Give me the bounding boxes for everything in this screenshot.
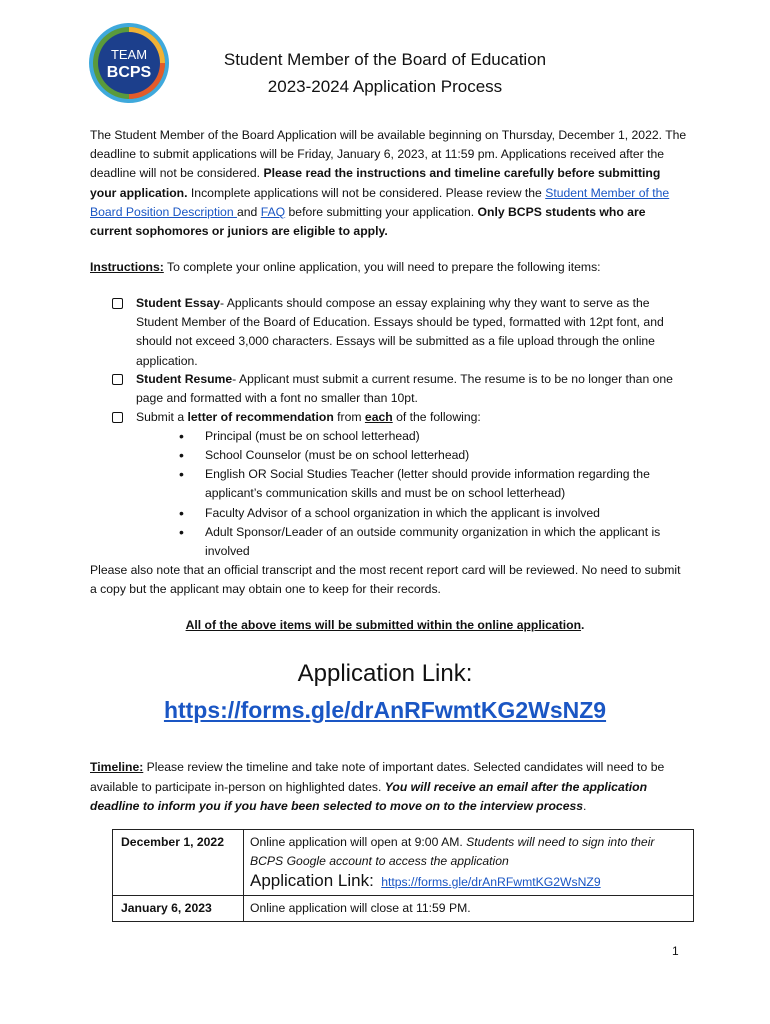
- resume-item: Student Resume- Applicant must submit a current resume. The resume is to be no longer than one page and formatted with a font no smaller than 10pt.: [136, 372, 673, 406]
- checkbox-icon: [112, 298, 123, 309]
- bullet-icon: •: [179, 428, 184, 444]
- page-number: 1: [672, 944, 679, 958]
- document-subtitle: 2023-2024 Application Process: [267, 77, 503, 96]
- all-items-note: All of the above items will be submitted within the online application.: [185, 618, 585, 632]
- bullet-icon: •: [179, 524, 184, 540]
- list-item: Faculty Advisor of a school organization in which the applicant is involved: [205, 506, 600, 520]
- instructions-paragraph: Instructions: To complete your online application, you will need to prepare the following items:: [90, 260, 601, 274]
- timeline-detail: Online application will open at 9:00 AM. Students will need to sign into their BCPS Google account to access the application Application Link: https://forms.gle/drAnRFwmtKG2WsNZ9: [244, 830, 694, 896]
- bullet-icon: •: [179, 447, 184, 463]
- table-row: [113, 896, 694, 922]
- timeline-date: January 6, 2023: [113, 896, 244, 922]
- svg-text:TEAM: TEAM: [110, 47, 148, 62]
- position-description-link[interactable]: Student Member of the Board Position Description: [90, 185, 670, 219]
- transcript-note: Please also note that an official transcript and the most recent report card will be reviewed. No need to submit a copy but the applicant may obtain one to keep for their records.: [90, 563, 681, 597]
- timeline-detail: Online application will close at 11:59 PM.: [244, 896, 694, 922]
- bullet-icon: •: [179, 466, 184, 482]
- bullet-icon: •: [179, 505, 184, 521]
- timeline-paragraph: Timeline: Please review the timeline and take note of important dates. Selected candidates will need to be available to participate in-person on highlighted dates. You will receive an email after the application deadline to inform you if you have been selected to move on to the interview process.: [90, 760, 665, 813]
- timeline-application-link[interactable]: https://forms.gle/drAnRFwmtKG2WsNZ9: [381, 875, 601, 889]
- timeline-table: [112, 829, 694, 922]
- table-row: [113, 830, 694, 896]
- svg-text:BCPS: BCPS: [106, 64, 152, 81]
- list-item: Principal (must be on school letterhead): [205, 429, 420, 443]
- document-title: Student Member of the Board of Education: [223, 50, 547, 69]
- application-link-label: Application Link:: [250, 871, 374, 890]
- intro-paragraph: The Student Member of the Board Application will be available beginning on Thursday, December 1, 2022. The deadline to submit applications will be Friday, January 6, 2023, at 11:59 pm. Applications received after the deadline will not be considered. Please read the instructions and timeline carefully before submitting your application. Incomplete applications will not be considered. Please review the Student Member of the Board Position Description and FAQ before submitting your application. Only BCPS students who are current sophomores or juniors are eligible to apply.: [90, 128, 687, 239]
- checkbox-icon: [112, 412, 123, 423]
- list-item: English OR Social Studies Teacher (letter should provide information regarding the applicant’s communication skills and must be on school letterhead): [205, 467, 650, 501]
- list-item: School Counselor (must be on school letterhead): [205, 448, 470, 462]
- application-link-heading: Application Link:: [297, 660, 473, 687]
- faq-link[interactable]: FAQ: [260, 204, 286, 219]
- list-item: Adult Sponsor/Leader of an outside community organization in which the applicant is involved: [205, 525, 661, 559]
- recommendation-item: Submit a letter of recommendation from each of the following:: [136, 410, 481, 424]
- checkbox-icon: [112, 374, 123, 385]
- essay-item: Student Essay- Applicants should compose an essay explaining why they want to serve as the Student Member of the Board of Education. Essays should be typed, formatted with 12pt font, and should not exceed 3,000 characters. Essays will be submitted as a file upload through the online application.: [136, 296, 664, 368]
- application-link[interactable]: https://forms.gle/drAnRFwmtKG2WsNZ9: [163, 697, 607, 723]
- timeline-date: December 1, 2022: [113, 830, 244, 896]
